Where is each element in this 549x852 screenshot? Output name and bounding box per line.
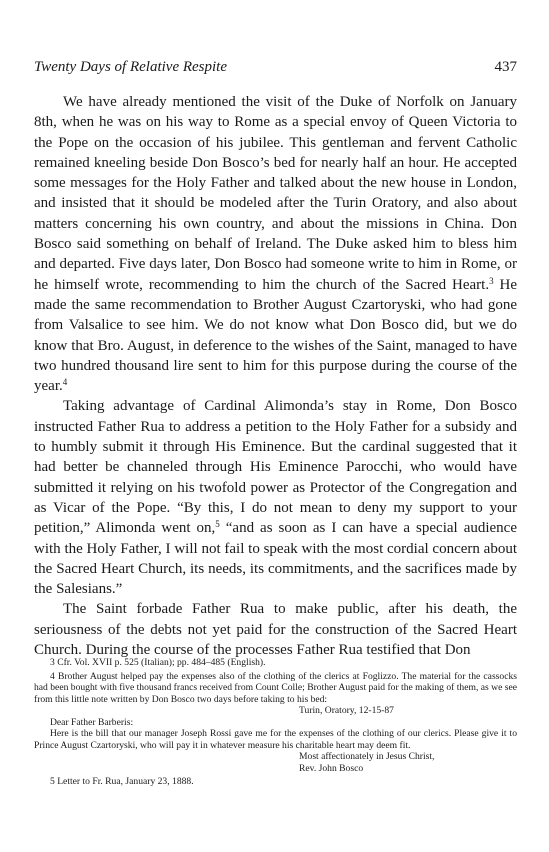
footnote-3-number: 3 <box>50 657 55 668</box>
footnote-4-text: Brother August helped pay the expenses also of the clothing of the clerics at Foglizzo. The material for the cassocks had been bought with five thousand francs received from Count Colle; Brother August paid for the making of them, as we see from this little note written by Don Bosco two days before taking to his bed: <box>34 670 517 705</box>
page-number: 437 <box>494 59 517 75</box>
paragraph-2-text-a: Taking advantage of Cardinal Alimonda’s stay in Rome, Don Bosco instructed Father Rua to address a petition to the Holy Father for a subsidy and to humbly submit it through His Eminence. But the cardinal suggested that it had better be channeled through His Eminence Parocchi, who would have submitted it relying on his twofold power as Protector of the Congregation and as Vicar of the Pope. “By this, I do not mean to deny my support to your petition,” Alimonda went on, <box>34 398 517 537</box>
paragraph-2 <box>34 396 517 599</box>
letter-signature: Rev. John Bosco <box>299 762 364 774</box>
footnote-3-text: Cfr. Vol. XVII p. 525 (Italian); pp. 484–485 (English). <box>54 657 266 668</box>
footnote-5-number: 5 <box>50 776 55 787</box>
footnote-4 <box>34 671 517 706</box>
main-text <box>34 92 517 660</box>
footnote-5-text: Letter to Fr. Rua, January 23, 1888. <box>54 776 194 787</box>
paragraph-3-text: The Saint forbade Father Rua to make public, after his death, the seriousness of the debts not yet paid for the construction of the Sacred Heart Church. During the course of the processes Father Rua testified that Don <box>34 601 517 659</box>
footnote-ref-5: 5 <box>215 519 220 530</box>
footnotes <box>34 657 517 788</box>
letter-place-date: Turin, Oratory, 12-15-87 <box>299 705 394 716</box>
letter-closing: Most affectionately in Jesus Christ, <box>299 751 435 762</box>
paragraph-1-text-a: We have already mentioned the visit of the Duke of Norfolk on January 8th, when he was on his way to Rome as a special envoy of Queen Victoria to the Pope on the occasion of his jubilee. This gentleman and fervent Catholic remained kneeling beside Don Bosco’s bed for nearly half an hour. He accepted some messages for the Holy Father and talked about the new house in London, and insisted that it should be modeled after the Turin Oratory, and also about matters concerning his own country, and about the missions in China. Don Bosco said something on behalf of Ireland. The Duke asked him to bless him and departed. Five days later, Don Bosco had someone write to him in Rome, or he himself wrote, recommending to him the church of the Sacred Heart. <box>34 94 517 293</box>
footnote-5 <box>34 776 517 788</box>
footnote-ref-4: 4 <box>62 377 68 388</box>
paragraph-1 <box>34 92 517 396</box>
footnote-ref-3: 3 <box>489 275 494 286</box>
running-title: Twenty Days of Relative Respite <box>34 59 228 75</box>
paragraph-3 <box>34 599 517 660</box>
paragraph-1-text-b: He made the same recommendation to Brother August Czartoryski, who had gone from Valsalice to see him. We do not know what Don Bosco did, but we do know that Bro. August, in deference to the wishes of the Saint, managed to have two hundred thousand lire sent to him for this purpose during the course of the year. <box>34 276 517 395</box>
letter-body: Here is the bill that our manager Joseph Rossi gave me for the expenses of the clothing of our clerics. Please give it to Prince August Czartoryski, who will pay it in whatever measure his charitable heart may deem fit. <box>34 728 517 751</box>
footnote-3 <box>34 657 517 669</box>
footnote-4-number: 4 <box>50 670 55 682</box>
letter-salutation: Dear Father Barberis: <box>50 716 134 728</box>
paragraph-2-text-b: “and as soon as I can have a special audience with the Holy Father, I will not fail to speak with the most cordial concern about the Sacred Heart Church, its needs, its commitments, and the sacrifices made by the Salesians.” <box>34 520 517 598</box>
